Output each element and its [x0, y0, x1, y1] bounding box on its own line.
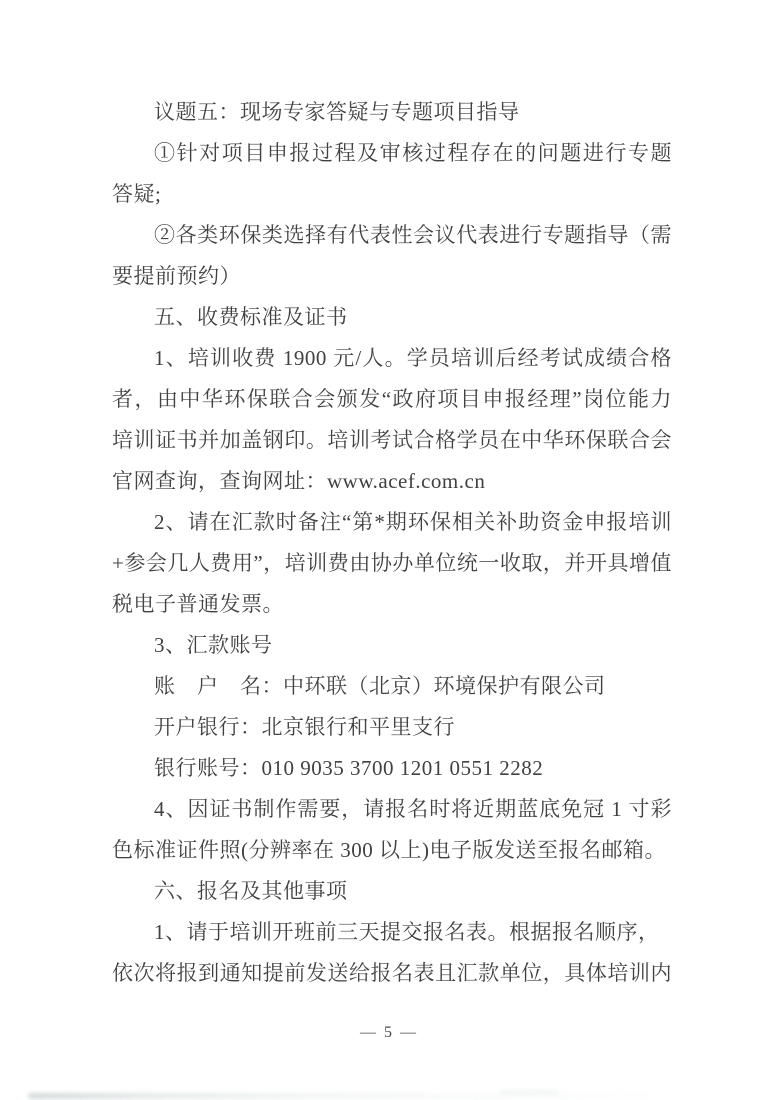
page-number: — 5 —	[360, 1024, 418, 1041]
document-line: 税电子普通发票。	[112, 592, 284, 616]
document-line: 者，由中华环保联合会颁发“政府项目申报经理”岗位能力	[112, 387, 672, 411]
document-line: 依次将报到通知提前发送给报名表且汇款单位，具体培训内	[112, 961, 672, 985]
scan-artifact	[500, 1090, 560, 1094]
document-line: 要提前预约）	[112, 264, 241, 288]
document-line: 五、收费标准及证书	[154, 305, 348, 329]
document-line: 开户银行：北京银行和平里支行	[154, 715, 455, 739]
document-line: ②各类环保类选择有代表性会议代表进行专题指导（需	[154, 223, 672, 247]
document-line: 银行账号：010 9035 3700 1201 0551 2282	[154, 756, 544, 780]
document-body	[112, 92, 672, 994]
document-line: ①针对项目申报过程及审核过程存在的问题进行专题	[154, 141, 672, 165]
scan-artifact	[28, 1093, 648, 1099]
document-line: 官网查询，查询网址：www.acef.com.cn	[112, 469, 486, 493]
document-line: 六、报名及其他事项	[154, 879, 348, 903]
document-line: 2、请在汇款时备注“第*期环保相关补助资金申报培训	[154, 510, 672, 534]
document-line: 账 户 名：中环联（北京）环境保护有限公司	[154, 674, 606, 698]
document-line: 答疑;	[112, 182, 162, 206]
document-line: 3、汇款账号	[154, 633, 273, 657]
document-line: 1、请于培训开班前三天提交报名表。根据报名顺序，	[154, 920, 660, 944]
document-line: +参会几人费用”，培训费由协办单位统一收取，并开具增值	[112, 551, 672, 575]
document-line: 4、因证书制作需要，请报名时将近期蓝底免冠 1 寸彩	[154, 797, 672, 821]
document-line: 色标准证件照(分辨率在 300 以上)电子版发送至报名邮箱。	[112, 838, 666, 862]
document-line: 1、培训收费 1900 元/人。学员培训后经考试成绩合格	[154, 346, 672, 370]
document-line: 议题五：现场专家答疑与专题项目指导	[154, 100, 520, 124]
document-line: 培训证书并加盖钢印。培训考试合格学员在中华环保联合会	[112, 428, 672, 452]
